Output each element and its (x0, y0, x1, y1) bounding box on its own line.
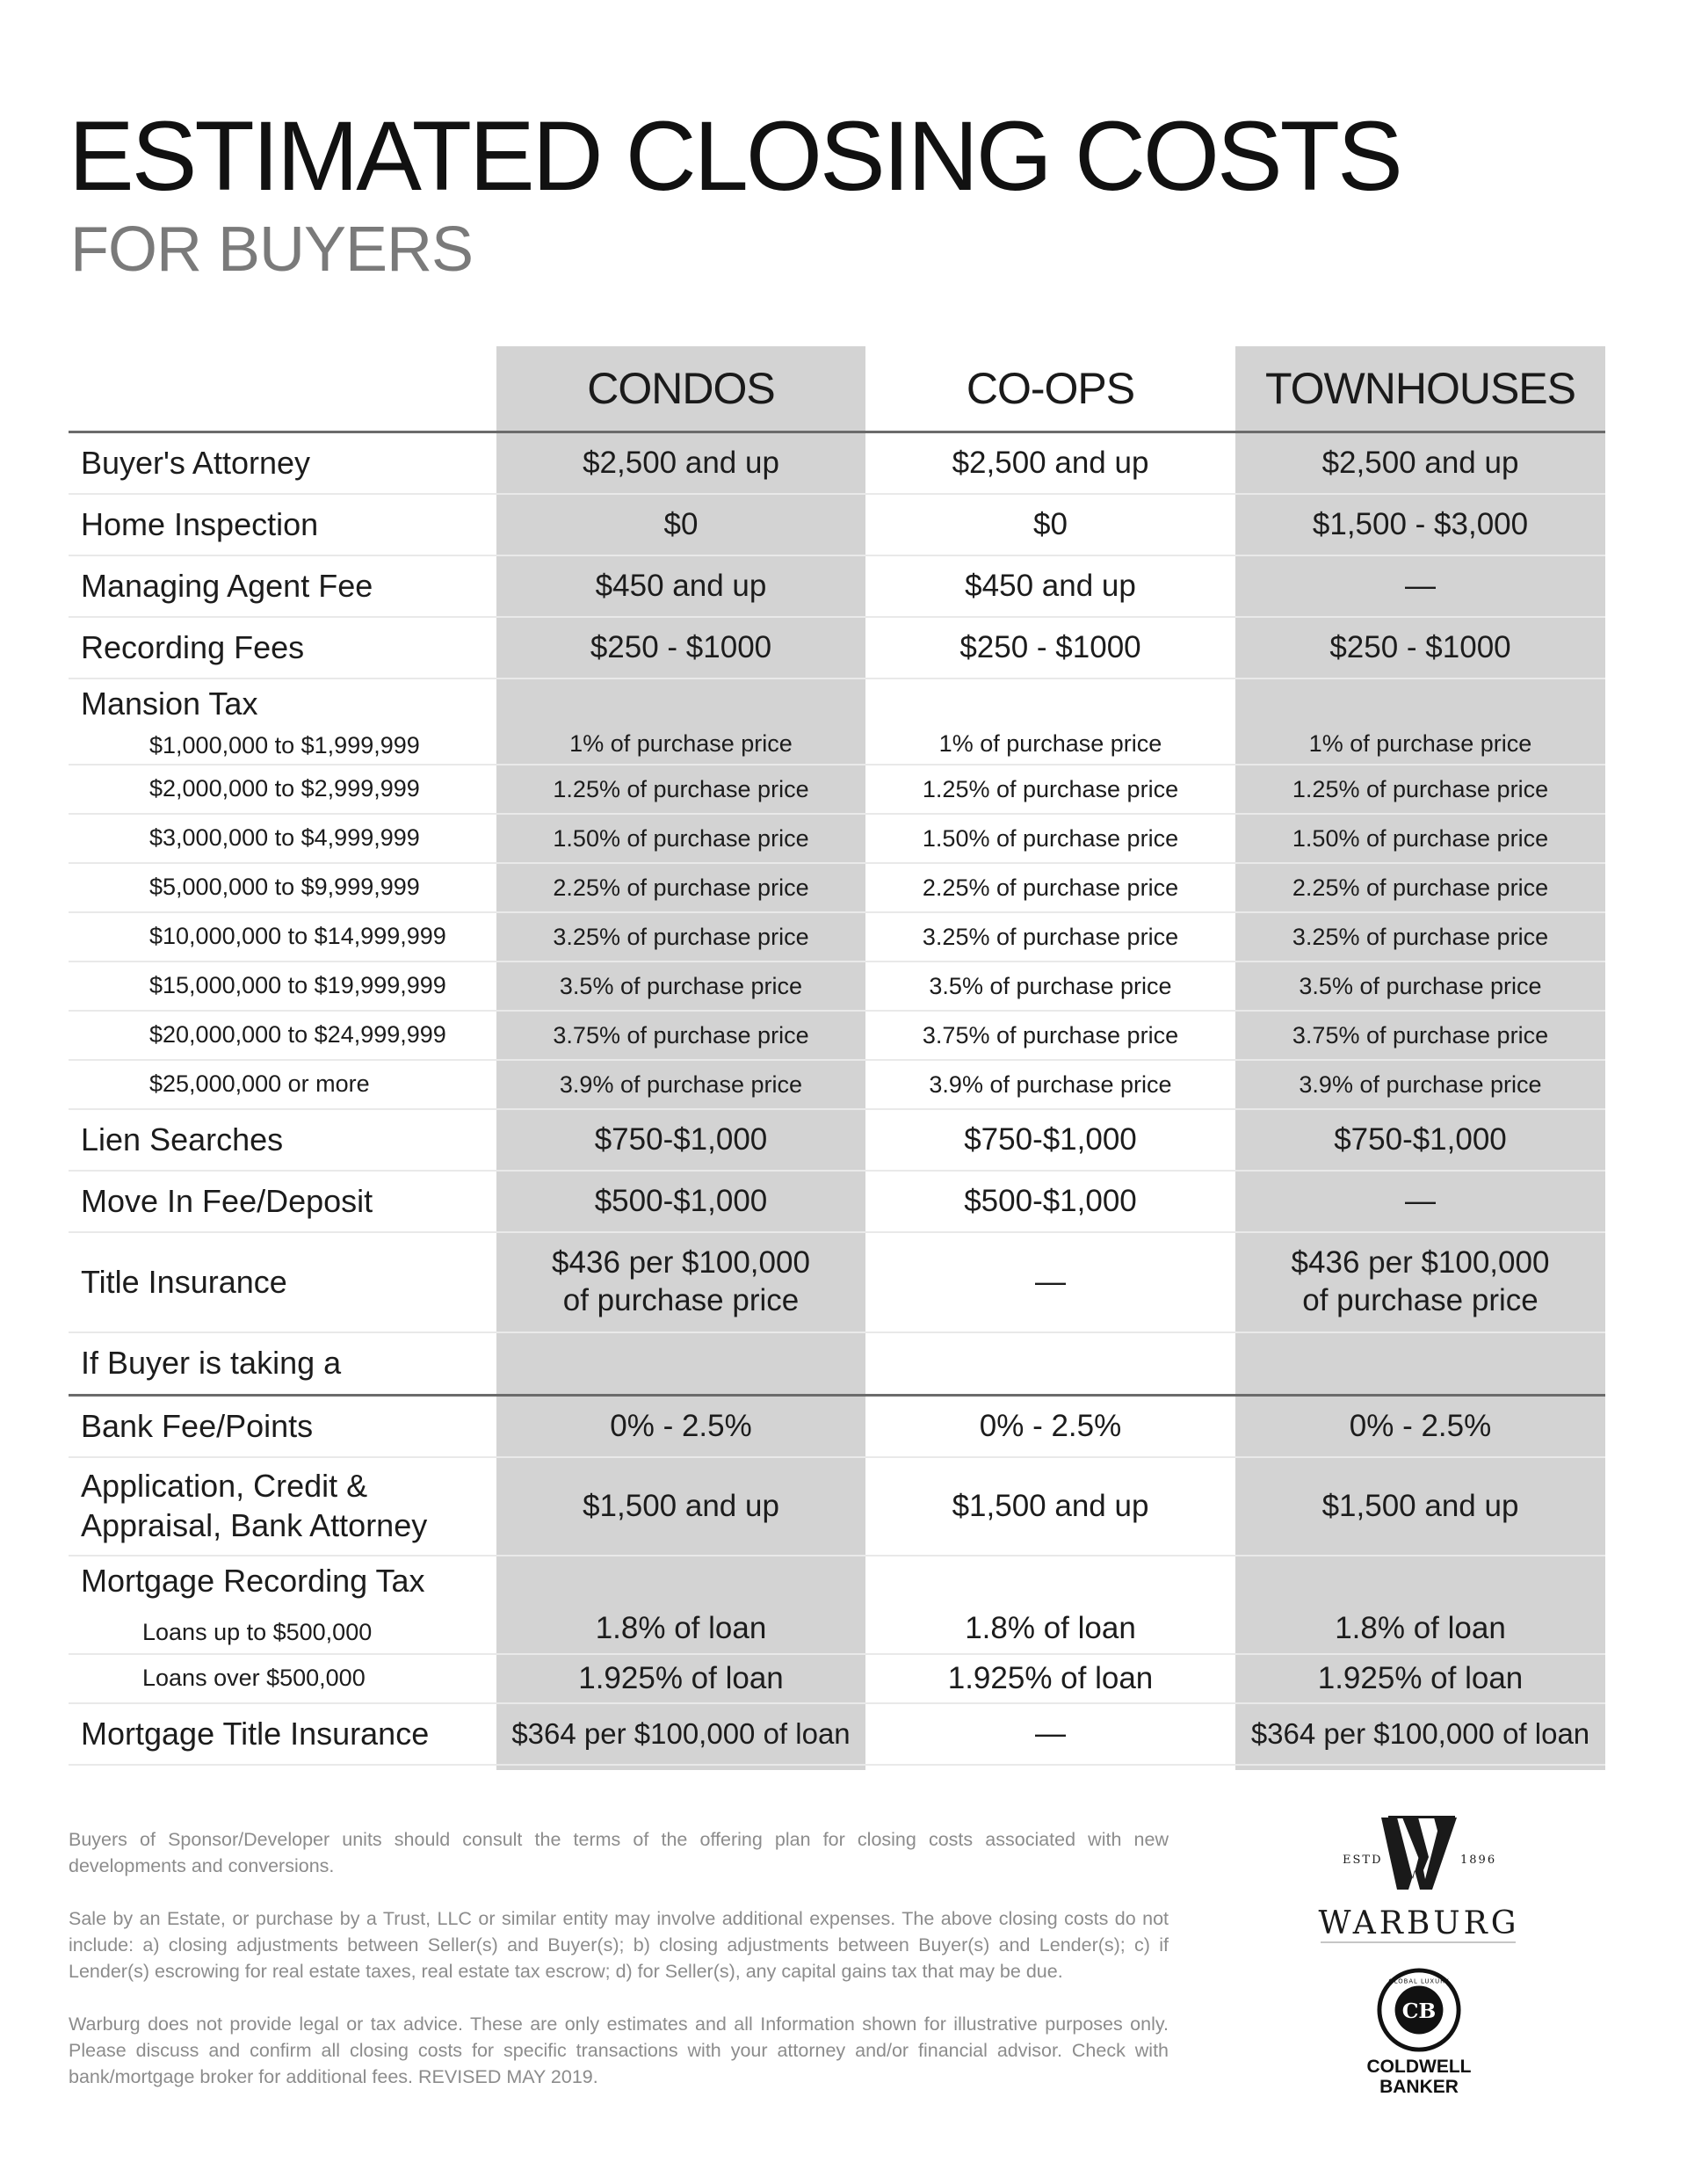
footer-note-estate: Sale by an Estate, or purchase by a Trust, LLC or similar entity may involve additional expenses. The above closing costs do not include: a) closing adjustments between Seller(s) and Buyer(s); b) closing adjustments between Buyer(s) and Lender(s); c) if Lender(s) escrowing for real estate taxes, real estate tax escrow; d) for Seller(s), any capital gains tax that may be due. (69, 1908, 1169, 1982)
cell-condos: 3.25% of purchase price (553, 923, 809, 950)
cell-townhouses: 2.25% of purchase price (1292, 874, 1549, 901)
cell-townhouses: $1,500 - $3,000 (1312, 506, 1529, 541)
cell-townhouses: 1% of purchase price (1308, 730, 1532, 758)
bracket-label: $1,000,000 to $1,999,999 (149, 732, 420, 759)
cell-condos: 1% of purchase price (569, 730, 793, 758)
coldwell-name-line1: COLDWELL (1366, 2057, 1472, 2077)
warburg-year: 1896 (1460, 1854, 1497, 1867)
page-subtitle: FOR BUYERS (70, 214, 474, 285)
cell-condos: 1.25% of purchase price (553, 775, 809, 802)
table-row-move-in-fee (69, 1172, 1605, 1233)
cell-coops: 1.8% of loan (965, 1611, 1136, 1646)
cell-townhouses: 3.25% of purchase price (1292, 923, 1549, 950)
cell-coops: 1.925% of loan (947, 1660, 1154, 1695)
coldwell-name-line2: BANKER (1379, 2077, 1459, 2097)
cell-condos: $750-$1,000 (594, 1121, 768, 1157)
cell-coops: $250 - $1000 (959, 629, 1141, 664)
coldwell-banker-seal-icon (1376, 1967, 1462, 2053)
cell-coops: $500-$1,000 (964, 1183, 1137, 1218)
cell-condos: $0 (663, 506, 699, 541)
cell-condos: $250 - $1000 (590, 629, 772, 664)
table-row-managing-agent-fee (69, 556, 1605, 618)
table-row-mansion-tax-4 (69, 864, 1605, 913)
table-row-buyers-attorney (69, 433, 1605, 495)
row-label: Title Insurance (81, 1263, 287, 1300)
table-row-mansion-tax-1 (69, 679, 1605, 765)
cell-townhouses: — (1405, 1183, 1436, 1218)
bracket-label: $10,000,000 to $14,999,999 (149, 923, 446, 950)
bracket-label: $2,000,000 to $2,999,999 (149, 775, 420, 802)
table-row-mansion-tax-3 (69, 815, 1605, 864)
cell-townhouses: 0% - 2.5% (1349, 1408, 1492, 1443)
cell-coops: 0% - 2.5% (979, 1408, 1122, 1443)
row-label: Application, Credit & Appraisal, Bank Attorney (81, 1468, 428, 1543)
bracket-label: $25,000,000 or more (149, 1070, 370, 1098)
cell-coops: 2.25% of purchase price (922, 874, 1179, 901)
cell-coops: $0 (1033, 506, 1068, 541)
closing-costs-table (69, 346, 1605, 1766)
row-label: Home Inspection (81, 505, 319, 542)
cell-coops: 1.25% of purchase price (922, 775, 1179, 802)
cell-condos: 1.8% of loan (595, 1611, 767, 1646)
table-row-mortgage-title-insurance (69, 1704, 1605, 1766)
table-row-mansion-tax-5 (69, 913, 1605, 962)
cell-townhouses: $2,500 and up (1321, 445, 1519, 480)
cell-coops: 1.50% of purchase price (922, 824, 1179, 852)
warburg-name: WARBURG (1318, 1905, 1520, 1941)
table-row-title-insurance (69, 1233, 1605, 1333)
cell-townhouses: 3.75% of purchase price (1292, 1021, 1549, 1048)
cell-condos: 0% - 2.5% (610, 1408, 752, 1443)
table-row-mansion-tax-7 (69, 1012, 1605, 1061)
cell-condos: 1.50% of purchase price (553, 824, 809, 852)
cell-townhouses: $1,500 and up (1321, 1488, 1519, 1523)
column-header-townhouses: TOWNHOUSES (1265, 364, 1575, 413)
table-header (69, 346, 1605, 433)
cell-condos: 2.25% of purchase price (553, 874, 809, 901)
coldwell-banker-logo (1353, 1967, 1485, 2097)
cell-condos: 1.925% of loan (578, 1660, 784, 1695)
cell-coops: $1,500 and up (952, 1488, 1149, 1523)
cell-townhouses: $364 per $100,000 of loan (1250, 1716, 1590, 1750)
cell-condos: 3.75% of purchase price (553, 1021, 809, 1048)
cell-coops: — (1035, 1716, 1066, 1751)
svg-text:CB: CB (1401, 1998, 1437, 2023)
row-label: Lien Searches (81, 1121, 284, 1157)
cell-townhouses: 1.8% of loan (1335, 1611, 1506, 1646)
table-row-mansion-tax-2 (69, 765, 1605, 815)
cell-townhouses: 1.50% of purchase price (1292, 824, 1549, 852)
row-label: If Buyer is taking a (81, 1345, 342, 1382)
cell-townhouses: 3.5% of purchase price (1299, 972, 1542, 999)
cell-townhouses: $436 per $100,000 of purchase price (1291, 1245, 1550, 1317)
cell-coops: 3.9% of purchase price (929, 1070, 1172, 1098)
cell-townhouses: $750-$1,000 (1334, 1121, 1507, 1157)
row-label: Recording Fees (81, 628, 305, 665)
cell-condos: $500-$1,000 (594, 1183, 768, 1218)
cell-condos: $450 and up (595, 568, 767, 603)
coldwell-banker-name (1353, 2057, 1485, 2097)
cell-townhouses: 3.9% of purchase price (1299, 1070, 1542, 1098)
row-label: Move In Fee/Deposit (81, 1182, 373, 1219)
mortgage-recording-tax-heading: Mortgage Recording Tax (81, 1563, 425, 1599)
row-label: Managing Agent Fee (81, 567, 373, 604)
cell-condos: $364 per $100,000 of loan (511, 1716, 851, 1750)
cell-condos: $436 per $100,000 of purchase price (552, 1245, 810, 1317)
table-row-mortgage-recording-tax-2 (69, 1655, 1605, 1704)
cell-townhouses: 1.25% of purchase price (1292, 775, 1549, 802)
table-row-bank-fee-points (69, 1397, 1605, 1458)
row-label: Mortgage Title Insurance (81, 1715, 430, 1752)
bracket-label: $3,000,000 to $4,999,999 (149, 824, 420, 852)
bracket-label: $5,000,000 to $9,999,999 (149, 874, 420, 901)
table-row-home-inspection (69, 495, 1605, 556)
page-title: ESTIMATED CLOSING COSTS (69, 101, 1401, 211)
bracket-label: Loans up to $500,000 (142, 1619, 373, 1646)
logo-divider (1321, 1941, 1516, 1943)
row-label: Buyer's Attorney (81, 444, 310, 481)
table-row-recording-fees (69, 618, 1605, 679)
bracket-label: $15,000,000 to $19,999,999 (149, 972, 446, 999)
warburg-w-icon (1309, 1809, 1529, 1897)
table-row-mansion-tax-6 (69, 962, 1605, 1012)
warburg-logo (1309, 1809, 1529, 1949)
cell-coops: $2,500 and up (952, 445, 1149, 480)
column-header-condos: CONDOS (587, 364, 775, 413)
cell-coops: 3.5% of purchase price (929, 972, 1172, 999)
cell-coops: 3.25% of purchase price (922, 923, 1179, 950)
cell-coops: — (1035, 1264, 1066, 1299)
bracket-label: $20,000,000 to $24,999,999 (149, 1021, 446, 1048)
coldwell-ring-text: GLOBAL LUXURY (1388, 1977, 1450, 1985)
cell-coops: 1% of purchase price (938, 730, 1162, 758)
table-row-lien-searches (69, 1110, 1605, 1172)
row-label: Bank Fee/Points (81, 1407, 314, 1444)
cell-townhouses: $250 - $1000 (1329, 629, 1511, 664)
cell-coops: $450 and up (965, 568, 1136, 603)
cell-coops: $750-$1,000 (964, 1121, 1137, 1157)
table-row-mortgage-recording-tax-1 (69, 1556, 1605, 1655)
footer-note-sponsor: Buyers of Sponsor/Developer units should consult the terms of the offering plan for closing costs associated with new developments and conversions. (69, 1829, 1169, 1876)
column-header-coops: CO-OPS (966, 364, 1135, 413)
cell-condos: 3.5% of purchase price (559, 972, 803, 999)
cell-coops: 3.75% of purchase price (922, 1021, 1179, 1048)
cell-condos: $2,500 and up (583, 445, 779, 480)
footer-note-disclaimer: Warburg does not provide legal or tax advice. These are only estimates and all Information shown for illustrative purposes only. Please discuss and confirm all closing costs for specific transactions with your attorney and/or financial advisor. Check with bank/mortgage broker for additional fees. REVISED MAY 2019. (69, 2013, 1169, 2087)
mansion-tax-heading: Mansion Tax (81, 686, 258, 722)
cell-townhouses: 1.925% of loan (1317, 1660, 1524, 1695)
cell-townhouses: — (1405, 568, 1436, 603)
table-row-application (69, 1458, 1605, 1556)
warburg-estd: ESTD (1343, 1854, 1383, 1867)
table-row-mansion-tax-8 (69, 1061, 1605, 1110)
table-row-if-buyer (69, 1333, 1605, 1397)
cell-condos: 3.9% of purchase price (559, 1070, 803, 1098)
cell-condos: $1,500 and up (583, 1488, 779, 1523)
bracket-label: Loans over $500,000 (142, 1665, 366, 1692)
